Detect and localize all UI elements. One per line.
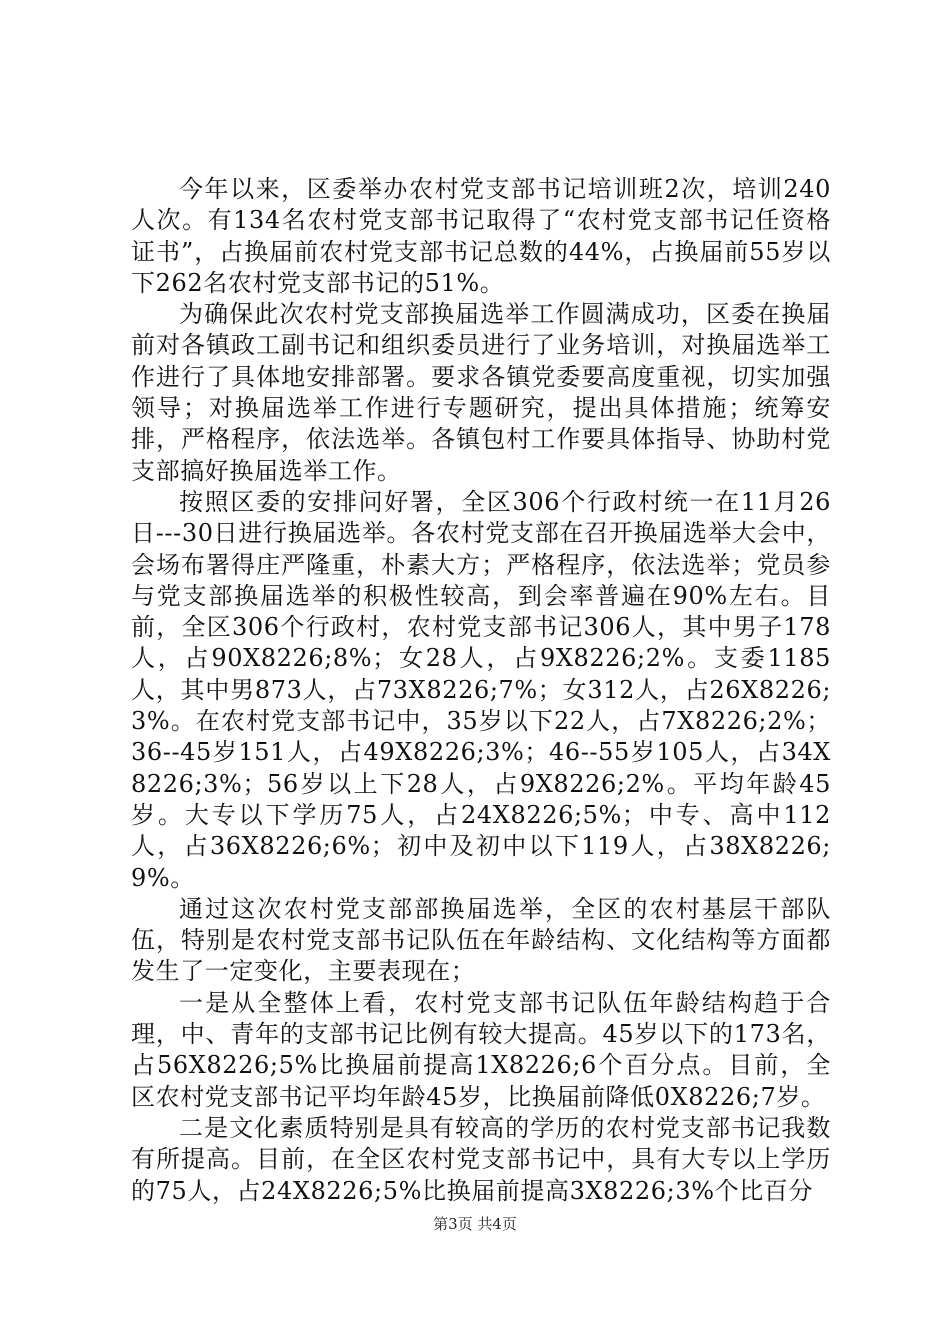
paragraph-education-level: 二是文化素质特别是具有较高的学历的农村党支部书记我数有所提高。目前，在全区农村党支部书记中，具有大专以上学历的75人，占24X8226;5%比换届前提高3X8226;3%个比百分 [131, 1113, 831, 1205]
paragraph-age-structure: 一是从全整体上看，农村党支部书记队伍年龄结构趋于合理，中、青年的支部书记比例有较大提高。45岁以下的173名，占56X8226;5%比换届前提高1X8226;6个百分点。目前，全区农村党支部书记平均年龄45岁，比换届前降低0X8226;7岁。 [131, 988, 831, 1111]
paragraph-election-preparation: 为确保此次农村党支部换届选举工作圆满成功，区委在换届前对各镇政工副书记和组织委员进行了业务培训，对换届选举工作进行了具体地安排部署。要求各镇党委要高度重视，切实加强领导；对换届选举工作进行专题研究，提出具体措施；统筹安排，严格程序，依法选举。各镇包村工作要具体指导、协助村党支部搞好换届选举工作。 [131, 300, 831, 485]
page-number-footer: 第3页 共4页 [433, 1215, 517, 1233]
paragraph-election-statistics: 按照区委的安排问好署，全区306个行政村统一在11月26日---30日进行换届选举。各农村党支部在召开换届选举大会中，会场布署得庄严隆重，朴素大方；严格程序，依法选举；党员参与党支部换届选举的积极性较高，到会率普遍在90%左右。目前，全区306个行政村，农村党支部书记306人，其中男子178人，占90X8226;8%；女28人，占9X8226;2%。支委1185人，其中男873人，占73X8226;7%；女312人，占26X8226;3%。在农村党支部书记中，35岁以下22人，占7X8226;2%；36--45岁151人，占49X8226;3%；46--55岁105人，占34X8226;3%；56岁以上下28人，占9X8226;2%。平均年龄45岁。大专以下学历75人，占24X8226;5%；中专、高中112人，占36X8226;6%；初中及初中以下119人，占38X8226;9%。 [131, 487, 831, 892]
paragraph-training: 今年以来，区委举办农村党支部书记培训班2次，培训240人次。有134名农村党支部书记取得了“农村党支部书记任资格证书”，占换届前农村党支部书记总数的44%，占换届前55岁以下262名农村党支部书记的51%。 [131, 175, 831, 297]
document-body [131, 174, 831, 1207]
paragraph-changes-intro: 通过这次农村党支部部换届选举，全区的农村基层干部队伍，特别是农村党支部书记队伍在年龄结构、文化结构等方面都发生了一定变化，主要表现在； [131, 894, 831, 986]
